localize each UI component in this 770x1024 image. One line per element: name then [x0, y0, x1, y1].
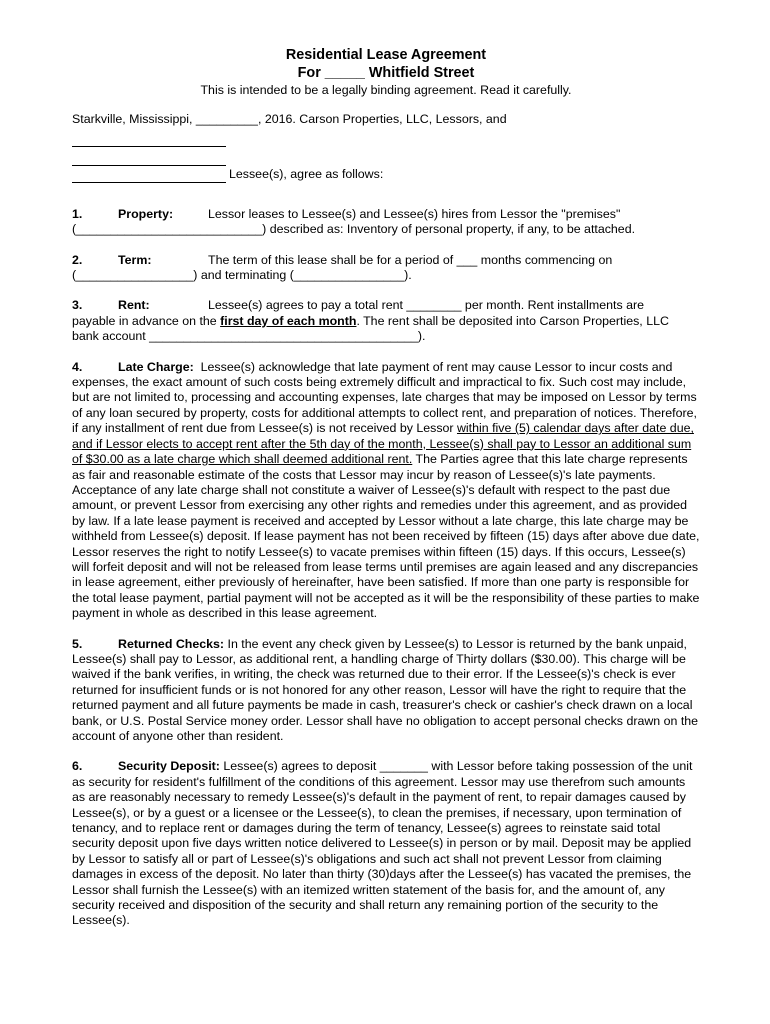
section-number: 2.: [72, 252, 83, 267]
section-term: [72, 253, 700, 284]
section-property: [72, 207, 700, 238]
section-text: Lessor leases to Lessee(s) and Lessee(s) hires from Lessor the "premises": [208, 206, 621, 221]
section-text: The Parties agree that this late charge represents as fair and reasonable estimate of the costs that Lessor may incur by reason of Lessee(s)'s late payments. Acceptance of any late charge shall not constitute a waiver of Lessee(s)'s default with respect to the past due amount, or prevent Lessor from exercising any other rights and remedies under this agreement, and as provided by law. If a late lease payment is received and accepted by Lessor without a late charge, this late charge may be withheld from Lessee(s) deposit. If lease payment has not been received by fifteen (15) days after above due date, Lessor reserves the right to notify Lessee(s) to vacate premises within fifteen (15) days. If this occurs, Lessee(s) will forfeit deposit and will not be released from lease terms until premises are again leased and any discrepancies in lease agreement, either previously of hereinafter, have been satisfied. If more than one party is responsible for the total lease payment, partial payment will not be accepted as it will be the responsibility of these parties to make payment in whole as described in this lease agreement.: [72, 452, 700, 621]
section-text: (_________________) and terminating (________________).: [72, 268, 412, 283]
section-text: Lessee(s) acknowledge that late payment of rent may cause Lessor to incur costs and expenses, the exact amount of such costs being extremely difficult and impractical to fix. Such cost may include, but are not limited to, processing and accounting expenses, late charges that may be imposed on Lessor by terms of any loan secured by property, costs for additional attempts to collect rent, and preparation of notices. Therefore, if any installment of rent due from Lessee(s) is not received by Lessor: [72, 359, 697, 436]
section-heading: Term:: [118, 252, 152, 267]
section-heading: Security Deposit:: [118, 759, 220, 774]
section-text: bank account _______________________________________).: [72, 329, 426, 344]
intro-line: Starkville, Mississippi, _________, 2016. Carson Properties, LLC, Lessors, and: [72, 112, 507, 127]
section-text: payable in advance on the: [72, 313, 221, 328]
lease-document: [72, 46, 700, 929]
section-heading: Late Charge:: [118, 359, 194, 374]
section-text: Lessee(s) agrees to deposit _______ with Lessor before taking possession of the unit as security for resident's fulfillment of the conditions of this agreement. Lessor may use therefrom such amounts as are reasonably necessary to remedy Lessee(s)'s default in the payment of rent, to repair damages caused by Lessee(s), or by a guest or a licensee or the Lessee(s), to clean the premises, if necessary, upon termination of tenancy, and to replace rent or damages during the term of tenancy, Lessee(s) agrees to reinstate said total security deposit upon five days written notice delivered to Lessee(s) in person or by mail. Deposit may be applied by Lessor to satisfy all or part of Lessee(s)'s obligations and such act shall not prevent Lessor from claiming damages in excess of the deposit. No later than thirty (30)days after the Lessee(s) has vacated the premises, the Lessor shall furnish the Lessee(s) with an itemized written statement of the basis for, and the amount of, any security received and disposition of the security and shall return any remaining portion of the security to the Lessee(s).: [72, 759, 693, 928]
lessees-agree-text: Lessee(s), agree as follows:: [229, 167, 384, 182]
section-heading: Rent:: [118, 298, 150, 313]
section-text: Lessee(s) agrees to pay a total rent ________ per month. Rent installments are: [208, 298, 644, 313]
rent-due-emphasis: first day of each month: [220, 313, 357, 328]
lessee-blanks: [72, 128, 700, 183]
section-number: 4.: [72, 359, 83, 374]
section-security-deposit: [72, 759, 700, 928]
late-charge-terms-underlined: within five (5) calendar days after date due, and if Lessor elects to accept rent after the 5th day of the month, Lessee(s) shall pay to Lessor an additional sum of $30.00 as a late charge which shall deemed additional rent.: [72, 421, 694, 467]
section-text: The term of this lease shall be for a period of ___ months commencing on: [208, 252, 613, 267]
lessee-blank-3: [72, 166, 226, 183]
lessee-blank-2: [72, 147, 226, 166]
section-late-charge: [72, 360, 700, 622]
document-title-address: For _____ Whitfield Street: [297, 65, 475, 81]
lessee-blank-3-row: [72, 166, 700, 183]
section-number: 1.: [72, 206, 83, 221]
section-number: 3.: [72, 298, 83, 313]
document-subtitle: This is intended to be a legally binding agreement. Read it carefully.: [200, 83, 572, 97]
section-text: In the event any check given by Lessee(s) to Lessor is returned by the bank unpaid, Lessee(s) shall pay to Lessor, as additional rent, a handling charge of Thirty dollars ($30.00). This charge will be waived if the bank verifies, in writing, the check was returned due to their error. If the Lessee(s)'s check is ever returned for insufficient funds or is not honored for any other reason, Lessor will have the right to require that the returned payment and all future payments be made in cash, treasurer's check or cashier's check drawn on a local bank, or U.S. Postal Service money order. Lessor shall have no obligation to accept personal checks drawn on the account of anyone other than resident.: [72, 636, 699, 743]
section-returned-checks: [72, 637, 700, 745]
section-heading: Returned Checks:: [118, 636, 225, 651]
section-rent: [72, 298, 700, 344]
section-number: 6.: [72, 759, 83, 774]
section-text: . The rent shall be deposited into Carson Properties, LLC: [356, 313, 669, 328]
section-number: 5.: [72, 636, 83, 651]
lessee-blank-1: [72, 128, 226, 147]
document-title: Residential Lease Agreement: [285, 47, 487, 63]
section-heading: Property:: [118, 206, 174, 221]
section-text: (___________________________) described as: Inventory of personal property, if any, to be attached.: [72, 222, 636, 237]
